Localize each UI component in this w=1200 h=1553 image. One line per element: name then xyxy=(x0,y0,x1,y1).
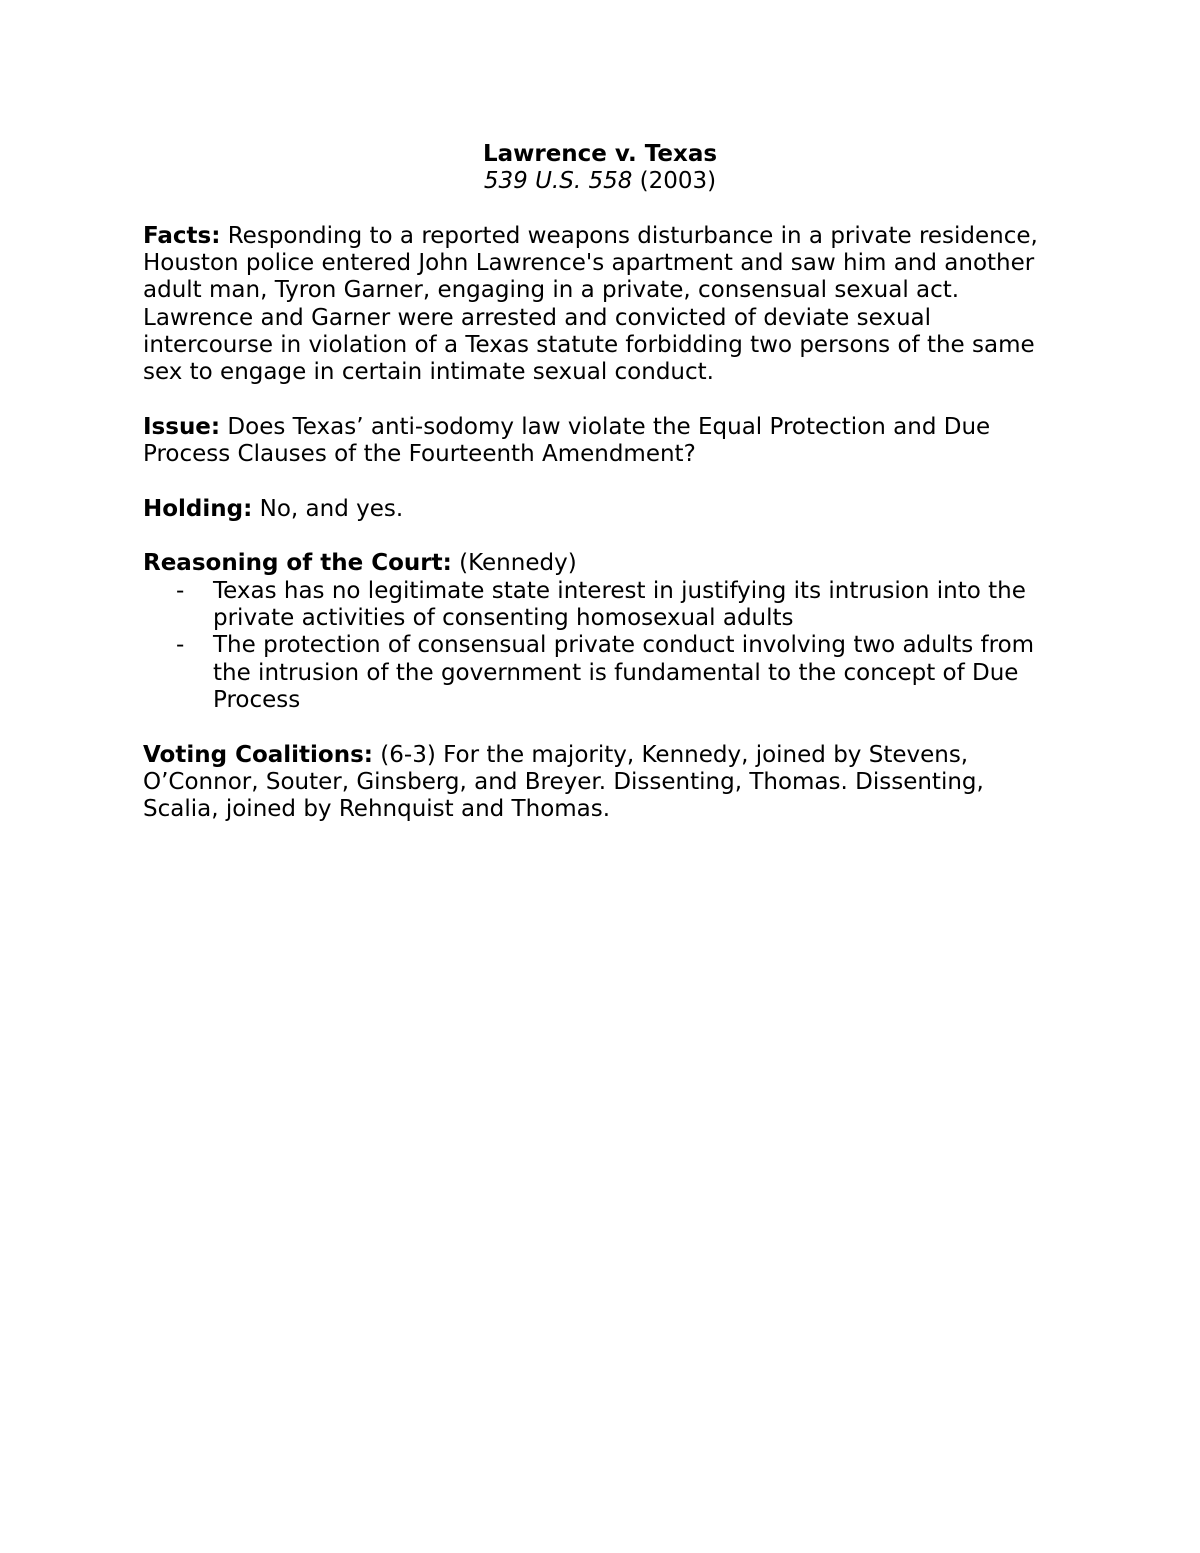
holding-section xyxy=(143,496,1063,523)
bullet-dash: - xyxy=(176,577,185,604)
holding-label: Holding: xyxy=(143,495,253,522)
citation-reporter: 539 U.S. 558 xyxy=(483,168,633,195)
document-page xyxy=(143,141,1063,823)
issue-section xyxy=(143,414,1063,469)
list-item-text: The protection of consensual private conduct involving two adults from the intrusion of the government is fundamental to the concept of Due Process xyxy=(213,632,1035,713)
facts-text: Responding to a reported weapons disturbance in a private residence, Houston police entered John Lawrence's apartment and saw him and another adult man, Tyron Garner, engaging in a private, consensual sexual act. Lawrence and Garner were arrested and convicted of deviate sexual intercourse in violation of a Texas statute forbidding two persons of the same sex to engage in certain intimate sexual conduct. xyxy=(143,222,1038,386)
facts-section xyxy=(143,223,1063,387)
voting-text: (6-3) For the majority, Kennedy, joined by Stevens, O’Connor, Souter, Ginsberg, and Breyer. Dissenting, Thomas. Dissenting, Scalia, joined by Rehnquist and Thomas. xyxy=(143,741,984,823)
issue-label: Issue: xyxy=(143,413,221,440)
reasoning-section xyxy=(143,550,1063,714)
issue-text: Does Texas’ anti-sodomy law violate the Equal Protection and Due Process Clauses of the Fourteenth Amendment? xyxy=(143,413,991,468)
reasoning-label: Reasoning of the Court: xyxy=(143,550,452,577)
reasoning-author: (Kennedy) xyxy=(459,550,577,577)
citation-year: (2003) xyxy=(639,168,717,195)
title-block xyxy=(143,141,1057,196)
list-item-text: Texas has no legitimate state interest in justifying its intrusion into the private activities of consenting homosexual adults xyxy=(213,577,1026,632)
reasoning-list xyxy=(143,578,1063,714)
holding-text: No, and yes. xyxy=(259,495,404,522)
bullet-dash: - xyxy=(176,632,185,659)
voting-section xyxy=(143,742,1063,824)
reasoning-heading xyxy=(143,550,1063,577)
voting-label: Voting Coalitions: xyxy=(143,741,373,768)
list-item xyxy=(143,632,1063,714)
facts-label: Facts: xyxy=(143,222,221,249)
list-item xyxy=(143,578,1063,633)
case-title: Lawrence v. Texas xyxy=(482,141,718,167)
case-citation xyxy=(143,168,1057,195)
